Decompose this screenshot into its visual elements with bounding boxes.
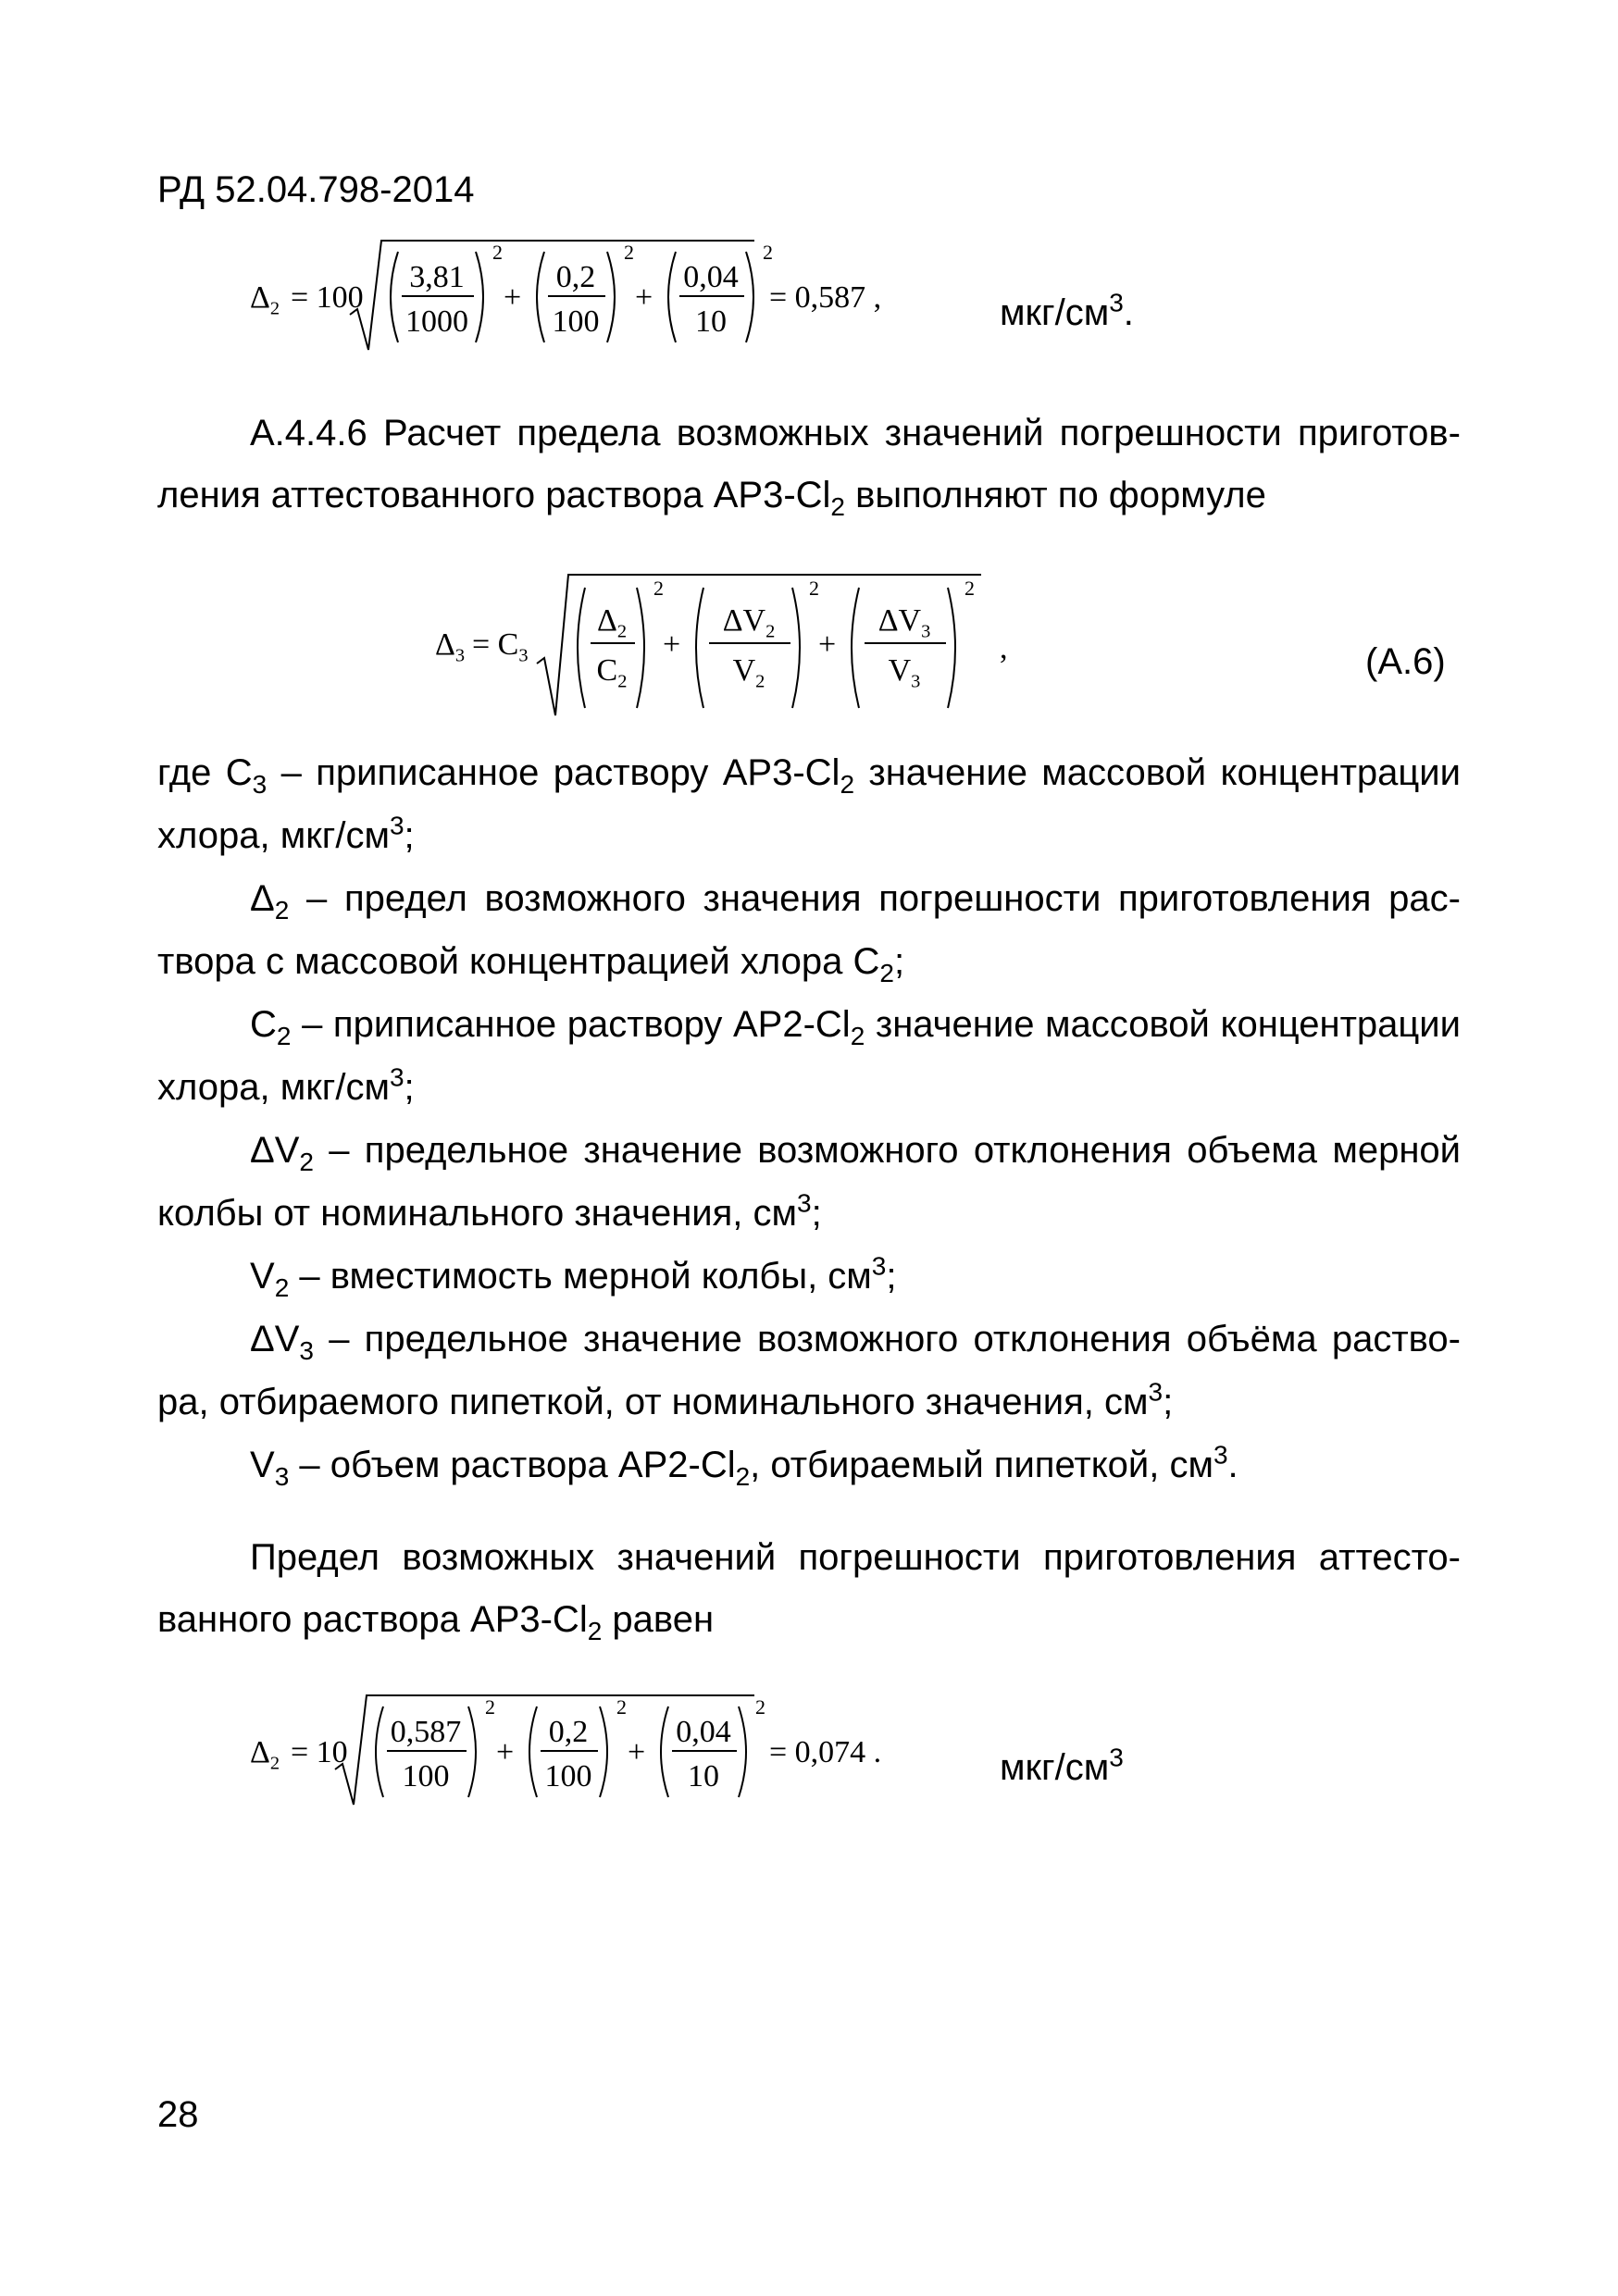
definition-segment: – предельное значение возможного отклонения объема мерной <box>313 1130 1461 1171</box>
definition-segment: 2 <box>274 896 290 925</box>
formula-paren-right <box>600 1706 607 1797</box>
definition-segment: 3 <box>1148 1377 1164 1407</box>
formula-paren-left <box>578 588 585 708</box>
definition-5-line-0 <box>250 1319 1461 1365</box>
formula-exponent: 2 <box>809 577 819 600</box>
formula1-unit-text: мкг/см <box>1000 292 1110 333</box>
definition-segment: 3 <box>252 770 268 799</box>
formula3-unit <box>1000 1743 1124 1788</box>
formula-paren-left <box>852 588 859 708</box>
section-line2-post: выполняют по формуле <box>845 475 1266 515</box>
definition-segment: 3 <box>1213 1440 1228 1470</box>
definition-segment: 2 <box>299 1148 314 1176</box>
formula-exponent: 2 <box>616 1695 627 1719</box>
conclusion-line2 <box>157 1599 715 1645</box>
formula-exponent: 2 <box>492 241 503 264</box>
definition-6-line-0 <box>250 1440 1238 1491</box>
definition-segment: 3 <box>389 1062 404 1092</box>
conclusion-line1: Предел возможных значений погрешности приготовления аттесто- <box>250 1537 1461 1578</box>
definition-segment: C <box>250 1004 277 1045</box>
formula-numerator: 3,81 <box>409 260 465 294</box>
formula-tail: , <box>1000 631 1008 665</box>
formula-paren-left <box>537 252 544 342</box>
definition-segment: колбы от номинального значения, см <box>157 1193 798 1234</box>
definition-segment: . <box>1227 1445 1238 1485</box>
formula-numerator: 0,04 <box>676 1715 731 1749</box>
definition-segment: хлора, мкг/см <box>157 1067 390 1108</box>
definition-segment: – объем раствора АР2-Cl <box>289 1445 736 1485</box>
definition-segment: значение массовой концентрации <box>865 1004 1461 1045</box>
definition-segment: ; <box>894 941 905 982</box>
definition-segment: V <box>250 1445 275 1485</box>
definition-segment: 2 <box>850 1022 865 1050</box>
formula-lhs: $\Delta_2$ <box>250 1735 280 1774</box>
definition-segment: 2 <box>735 1462 751 1491</box>
formula-exponent: 2 <box>763 241 773 264</box>
definition-segment: где C <box>157 752 253 793</box>
formula-exponent: 2 <box>653 577 664 600</box>
formula-plus: + <box>635 280 653 315</box>
formula-denominator: 10 <box>695 304 727 339</box>
definition-2-line-1 <box>157 1062 415 1108</box>
definition-segment: 3 <box>274 1462 290 1491</box>
formula-denominator: 10 <box>688 1759 719 1793</box>
definition-segment: – предел возможного значения погрешности приготовления рас- <box>289 878 1461 919</box>
formula-numerator: 0,2 <box>555 260 596 294</box>
formula-radical <box>537 575 981 715</box>
formula1-unit <box>1000 288 1134 333</box>
formula-paren-left <box>661 1706 668 1797</box>
definition-segment: 3 <box>299 1336 314 1365</box>
formula-coefficient: = $C_3$ <box>472 627 529 666</box>
formula-paren-left <box>529 1706 537 1797</box>
formula-a6-svg <box>435 569 1083 736</box>
definition-0-line-1 <box>157 811 415 856</box>
formula-denominator: $V_3$ <box>888 653 921 692</box>
formula-paren-left <box>391 252 398 342</box>
definition-segment: ; <box>404 815 415 856</box>
formula-coefficient: = 10 <box>291 1735 348 1769</box>
formula-numerator: 0,04 <box>683 260 739 294</box>
formula3-unit-exp: 3 <box>1109 1743 1124 1772</box>
definition-segment: – предельное значение возможного отклонения объёма раство- <box>313 1319 1461 1359</box>
definition-segment: 3 <box>389 811 404 840</box>
definition-3-line-1 <box>157 1188 822 1234</box>
definition-segment: Δ <box>250 878 275 919</box>
formula1-unit-exp: 3 <box>1109 288 1124 317</box>
definition-segment: ΔV <box>250 1319 300 1359</box>
formula1-unit-tail: . <box>1123 292 1134 333</box>
formula-paren-right <box>476 252 483 342</box>
formula-numerator: $\Delta_2$ <box>596 603 628 642</box>
formula-denominator: 100 <box>552 304 600 339</box>
definition-5-line-1 <box>157 1377 1174 1422</box>
definition-segment: – приписанное раствору АР2-Cl <box>291 1004 851 1045</box>
formula-denominator: 100 <box>544 1759 592 1793</box>
definition-0-line-0 <box>157 752 1461 799</box>
definition-segment: ; <box>1163 1382 1174 1422</box>
formula-number-a6: (А.6) <box>1365 641 1446 682</box>
formula-exponent: 2 <box>965 577 975 600</box>
formula-paren-right <box>468 1706 476 1797</box>
formula-exponent: 2 <box>755 1695 765 1719</box>
conclusion-line2-sub: 2 <box>587 1617 603 1645</box>
definition-4-line-0 <box>250 1251 897 1302</box>
formula-exponent: 2 <box>485 1695 495 1719</box>
definition-segment: ; <box>811 1193 822 1234</box>
definition-2-line-0 <box>250 1004 1461 1050</box>
definition-segment: 2 <box>879 959 894 987</box>
definition-1-line-0 <box>250 878 1461 925</box>
definition-segment: ΔV <box>250 1130 300 1171</box>
formula-paren-right <box>637 588 644 708</box>
formula-lhs: $\Delta_2$ <box>250 280 280 319</box>
definition-segment: – вместимость мерной колбы, см <box>289 1256 872 1297</box>
formula-denominator: 100 <box>402 1759 450 1793</box>
definition-segment: V <box>250 1256 275 1297</box>
formula-lhs: $\Delta_3$ <box>435 627 466 666</box>
formula-result: = 0,074 . <box>769 1735 882 1769</box>
formula3-unit-text: мкг/см <box>1000 1747 1110 1788</box>
definition-segment: ра, отбираемого пипеткой, от номинального значения, см <box>157 1382 1149 1422</box>
page-number: 28 <box>157 2094 199 2135</box>
formula-exponent: 2 <box>624 241 634 264</box>
formula-numerator: $\Delta V_3$ <box>877 603 931 642</box>
formula-paren-left <box>696 588 703 708</box>
formula-denominator: $C_2$ <box>596 653 628 692</box>
formula-denominator: 1000 <box>405 304 468 339</box>
definition-segment: хлора, мкг/см <box>157 815 390 856</box>
section-a446-line1: А.4.4.6 Расчет предела возможных значений погрешности приготов- <box>250 413 1461 453</box>
definition-segment: – приписанное раствору АР3-Cl <box>267 752 840 793</box>
section-line2-pre: ления аттестованного раствора АР3-Cl <box>157 475 831 515</box>
definition-segment: твора с массовой концентрацией хлора C <box>157 941 880 982</box>
definition-segment: ; <box>886 1256 897 1297</box>
formula-result: = 0,587 , <box>769 280 882 315</box>
formula-paren-right <box>607 252 615 342</box>
conclusion-line2-pre: ванного раствора АР3-Cl <box>157 1599 588 1640</box>
formula-paren-left <box>668 252 676 342</box>
formula-plus: + <box>496 1735 515 1769</box>
formula-paren-right <box>739 1706 746 1797</box>
formula-plus: + <box>504 280 522 315</box>
formula-numerator: $\Delta V_2$ <box>722 603 776 642</box>
definition-3-line-0 <box>250 1130 1461 1176</box>
formula-paren-right <box>948 588 955 708</box>
definition-segment: 3 <box>871 1251 887 1281</box>
section-a446-line2 <box>157 475 1266 521</box>
formula-paren-right <box>792 588 800 708</box>
formula-plus: + <box>628 1735 646 1769</box>
formula-denominator: $V_2$ <box>732 653 765 692</box>
definition-segment: 2 <box>274 1273 290 1302</box>
definition-segment: 2 <box>840 770 855 799</box>
formula-numerator: 0,2 <box>548 1715 589 1749</box>
definition-segment: 2 <box>276 1022 292 1050</box>
section-line2-sub: 2 <box>830 492 845 521</box>
conclusion-line2-post: равен <box>602 1599 715 1640</box>
definition-segment: 3 <box>797 1188 812 1218</box>
definition-1-line-1 <box>157 941 905 987</box>
formula-paren-right <box>746 252 753 342</box>
formula-coefficient: = 100 <box>291 280 364 315</box>
formula-numerator: 0,587 <box>390 1715 462 1749</box>
definition-segment: ; <box>404 1067 415 1108</box>
definition-segment: значение массовой концентрации <box>854 752 1461 793</box>
formula-a6 <box>435 569 1083 740</box>
formula-paren-left <box>376 1706 383 1797</box>
formula-plus: + <box>663 627 681 662</box>
document-code: РД 52.04.798-2014 <box>157 169 475 210</box>
definition-segment: , отбираемый пипеткой, см <box>750 1445 1214 1485</box>
formula-plus: + <box>818 627 837 662</box>
